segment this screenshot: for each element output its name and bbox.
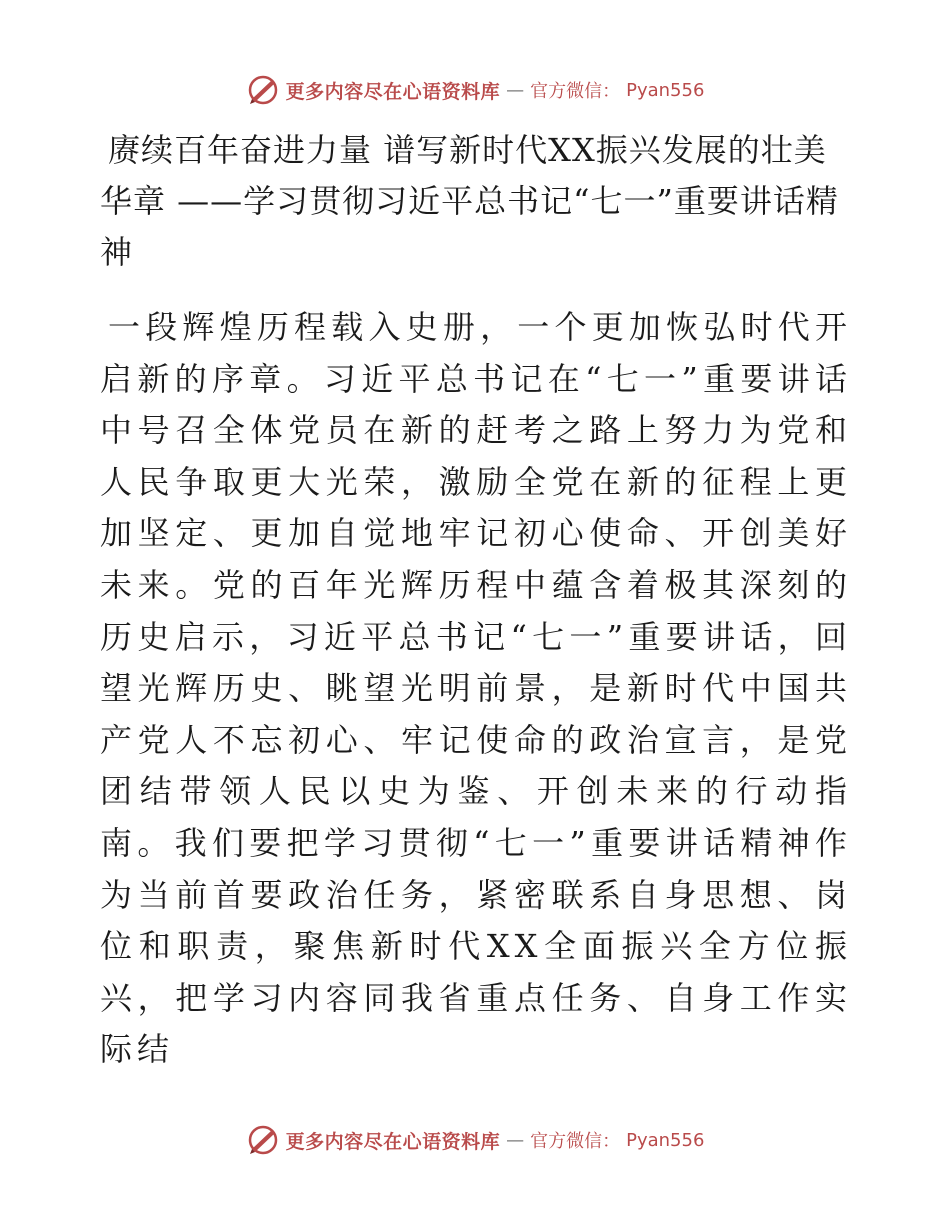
banner-wechat-label: 官方微信：: [530, 1131, 621, 1152]
footer-banner: [0, 1120, 950, 1160]
banner-wechat-label: 官方微信：: [530, 81, 621, 102]
pen-logo-icon: [246, 73, 280, 107]
banner-site-name: 更多内容尽在心语资料库: [285, 80, 501, 103]
header-banner: [0, 70, 950, 110]
banner-separator: —: [506, 1129, 525, 1151]
banner-wechat-id: Pyan556: [626, 1129, 705, 1151]
document-body: [100, 125, 852, 1076]
document-paragraph: 一段辉煌历程载入史册，一个更加恢弘时代开启新的序章。习近平总书记在“七一”重要讲话中号召全体党员在新的赶考之路上努力为党和人民争取更大光荣，激励全党在新的征程上更加坚定、更加自觉地牢记初心使命、开创美好未来。党的百年光辉历程中蕴含着极其深刻的历史启示，习近平总书记“七一”重要讲话，回望光辉历史、眺望光明前景，是新时代中国共产党人不忘初心、牢记使命的政治宣言，是党团结带领人民以史为鉴、开创未来的行动指南。我们要把学习贯彻“七一”重要讲话精神作为当前首要政治任务，紧密联系自身思想、岗位和职责，聚焦新时代XX全面振兴全方位振兴，把学习内容同我省重点任务、自身工作实际结: [100, 308, 852, 1069]
banner-site-name: 更多内容尽在心语资料库: [285, 1130, 501, 1153]
banner-wechat-id: Pyan556: [626, 79, 705, 101]
banner-separator: —: [506, 79, 525, 101]
document-title: 赓续百年奋进力量 谱写新时代XX振兴发展的壮美华章 ——学习贯彻习近平总书记“七一”重要讲话精神: [100, 131, 839, 271]
pen-logo-icon: [246, 1123, 280, 1157]
